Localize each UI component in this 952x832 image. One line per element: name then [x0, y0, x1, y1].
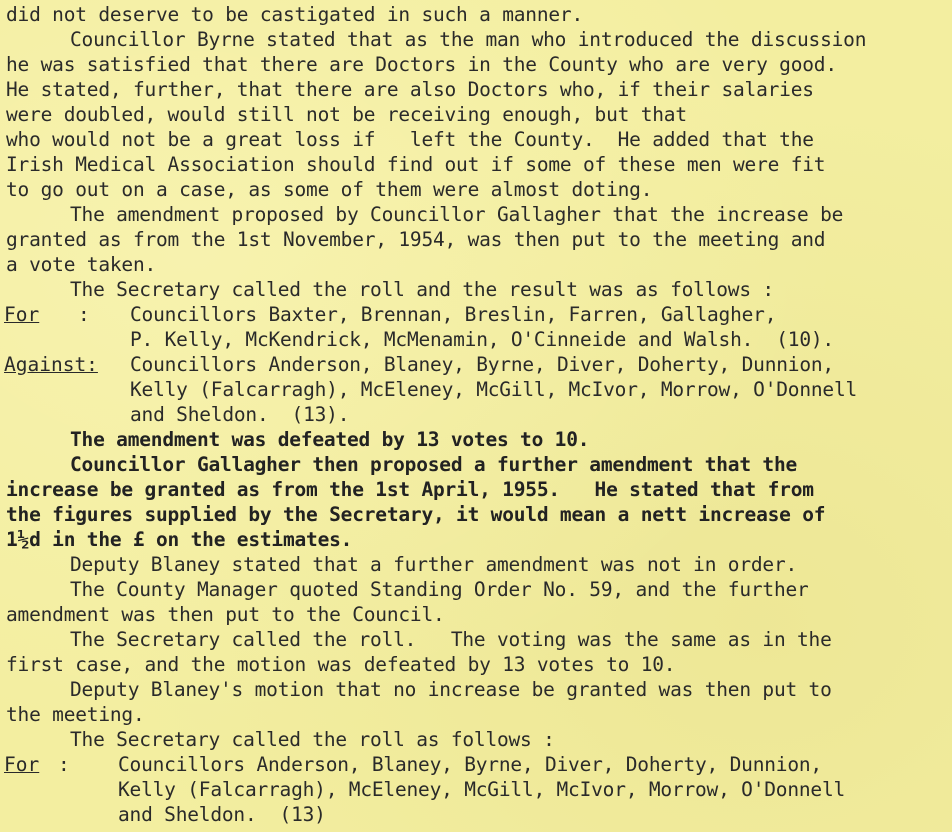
text-line: The amendment proposed by Councillor Gallagher that the increase be [70, 203, 844, 226]
vote-label-separator: : [58, 753, 70, 776]
text-line: increase be granted as from the 1st April, 1955. He stated that from [6, 478, 814, 501]
text-line: He stated, further, that there are also Doctors who, if their salaries [6, 78, 814, 101]
text-line: Councillors Anderson, Blaney, Byrne, Diver, Doherty, Dunnion, [130, 353, 834, 376]
text-line: Councillor Gallagher then proposed a further amendment that the [70, 453, 798, 476]
text-line: amendment was then put to the Council. [6, 603, 445, 626]
text-line: Deputy Blaney stated that a further amendment was not in order. [70, 553, 798, 576]
text-line: Irish Medical Association should find out if some of these men were fit [6, 153, 826, 176]
vote-label-separator: : [78, 303, 90, 326]
text-line: were doubled, would still not be receiving enough, but that [6, 103, 687, 126]
text-line: the meeting. [6, 703, 145, 726]
text-line: the figures supplied by the Secretary, it would mean a nett increase of [6, 503, 826, 526]
text-line: Kelly (Falcarragh), McEleney, McGill, McIvor, Morrow, O'Donnell [130, 378, 858, 401]
text-line: he was satisfied that there are Doctors in the County who are very good. [6, 53, 837, 76]
text-line: P. Kelly, McKendrick, McMenamin, O'Cinneide and Walsh. (10). [130, 328, 834, 351]
text-line: Councillors Anderson, Blaney, Byrne, Diver, Doherty, Dunnion, [118, 753, 822, 776]
text-line: The Secretary called the roll as follows : [70, 728, 555, 751]
text-line: 1½d in the £ on the estimates. [6, 528, 353, 551]
vote-label-for: For [4, 303, 40, 326]
text-line: and Sheldon. (13). [130, 403, 350, 426]
text-line: Deputy Blaney's motion that no increase be granted was then put to [70, 678, 832, 701]
text-line: The Secretary called the roll and the result was as follows : [70, 278, 774, 301]
text-line: to go out on a case, as some of them were almost doting. [6, 178, 653, 201]
text-line: The County Manager quoted Standing Order No. 59, and the further [70, 578, 809, 601]
text-line: granted as from the 1st November, 1954, was then put to the meeting and [6, 228, 826, 251]
text-line: Councillor Byrne stated that as the man who introduced the discussion [70, 28, 867, 51]
text-line: did not deserve to be castigated in such a manner. [6, 3, 583, 26]
text-line: a vote taken. [6, 253, 157, 276]
text-line: The Secretary called the roll. The voting was the same as in the [70, 628, 832, 651]
text-line: Kelly (Falcarragh), McEleney, McGill, McIvor, Morrow, O'Donnell [118, 778, 846, 801]
text-line: and Sheldon. (13) [118, 803, 326, 826]
vote-label-against: Against: [4, 353, 98, 376]
text-line: The amendment was defeated by 13 votes to 10. [70, 428, 590, 451]
text-line: first case, and the motion was defeated by 13 votes to 10. [6, 653, 676, 676]
vote-label-for: For [4, 753, 40, 776]
text-line: Councillors Baxter, Brennan, Breslin, Farren, Gallagher, [130, 303, 777, 326]
text-line: who would not be a great loss if left the County. He added that the [6, 128, 814, 151]
